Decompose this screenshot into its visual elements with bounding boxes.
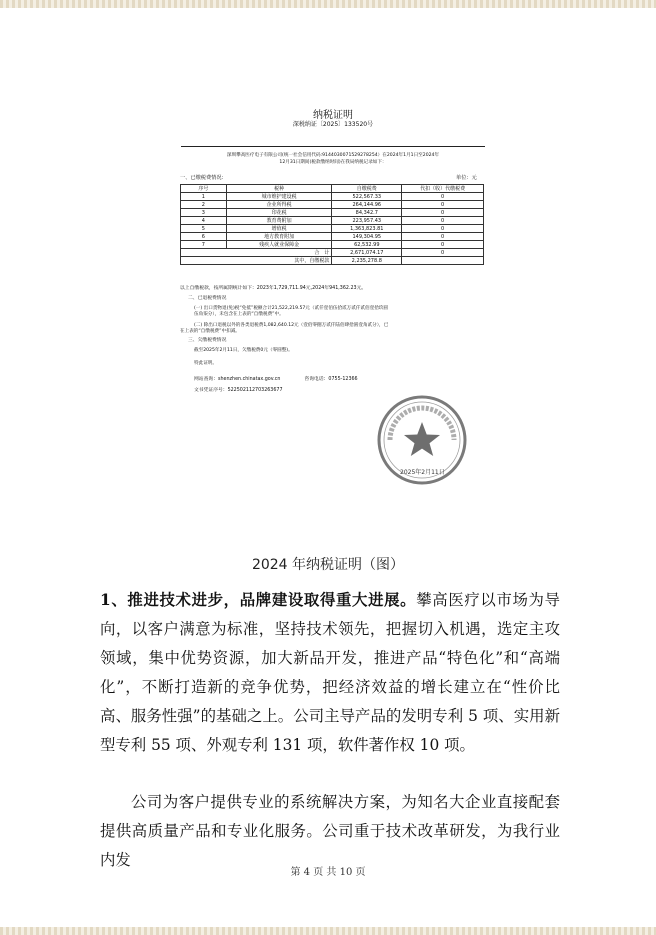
document-page [0,8,656,927]
row-no: 7 [181,241,227,249]
of-which-empty-cell [402,257,484,265]
page-number: 第 4 页 共 10 页 [290,867,366,878]
voucher-number: 文书凭证序号：522502112703263677 [194,388,283,393]
row-tax-type: 增值税 [226,225,332,233]
refund-export-line-1: (一) 出口货物退(免)税“免抵”税额合计21,522,219.57元（贰仟壹佰伍拾贰万贰仟贰佰壹拾玖圆 [194,306,388,311]
certificate-divider [181,146,485,147]
table-row [181,233,484,241]
table-row [181,209,484,217]
certificate-intro [178,152,488,166]
of-which-label: 其中，自缴税款 [181,257,332,265]
table-row [181,225,484,233]
certificate-intro-line-1: 深圳攀高医疗电子有限公司(统一社会信用代码:9144030071529278254）在2024年1月1日至2024年 [226,153,440,158]
row-tax-type: 印花税 [226,209,332,217]
tax-certificate-scan [178,98,488,493]
row-self-paid: 149,304.95 [332,233,402,241]
yearly-note: 以上自缴税款，按所属期统计如下：2023年1,729,711.94元,2024年941,362.23元。 [180,286,367,291]
table-row [181,241,484,249]
row-withheld: 0 [402,233,484,241]
seal-date: 2025年2月11日 [400,469,445,476]
row-no: 2 [181,201,227,209]
table-row [181,217,484,225]
total-withheld: 0 [402,249,484,257]
row-withheld: 0 [402,209,484,217]
row-withheld: 0 [402,217,484,225]
paragraph-solutions: 公司为客户提供专业的系统解决方案，为知名大企业直接配套提供高质量产品和专业化服务。公司重于技术改革研发，为我行业内发 [100,793,560,869]
row-self-paid: 223,957.43 [332,217,402,225]
row-withheld: 0 [402,241,484,249]
paragraph-technology [100,586,560,760]
section-paid-heading: 一、已缴税费情况： [180,175,227,181]
header-no: 序号 [181,185,227,193]
owed-text: 截至2025年2月11日，欠缴税费0元（零圆整)。 [194,348,293,353]
certificate-intro-line-2: 12月31日期间(税款缴纳时间)在我局纳税记录如下： [279,160,387,165]
row-tax-type: 残疾人就业保障金 [226,241,332,249]
row-withheld: 0 [402,225,484,233]
row-self-paid: 264,144.96 [332,201,402,209]
unit-label: 单位：元 [456,175,477,181]
page-frame-bottom [0,927,656,935]
table-total-row [181,249,484,257]
header-self-paid: 自缴税费 [332,185,402,193]
row-tax-type: 教育费附加 [226,217,332,225]
row-no: 6 [181,233,227,241]
table-of-which-row [181,257,484,265]
row-self-paid: 62,532.99 [332,241,402,249]
refund-other-line-1: (二) 除出口退税以外的各类退税费1,082,640.12元（壹佰零捌万贰仟陆佰肆拾圆壹角贰分），已 [194,323,389,328]
certify-text: 特此证明。 [194,361,217,366]
row-self-paid: 522,567.33 [332,193,402,201]
refund-export-line-2: 伍角柒分），未包含在上表的“自缴税费”中。 [194,312,284,317]
total-label: 合 计 [181,249,332,257]
table-row [181,193,484,201]
refund-other-line-2: 在上表的“自缴税费”中扣减。 [180,329,240,334]
row-self-paid: 84,342.7 [332,209,402,217]
header-tax-type: 税种 [226,185,332,193]
website-text: 网站查询：shenzhen.chinatax.gov.cn [194,377,281,382]
row-withheld: 0 [402,193,484,201]
table-row [181,201,484,209]
paragraph-lead: 1、推进技术进步，品牌建设取得重大进展。 [100,591,417,609]
row-no: 1 [181,193,227,201]
row-tax-type: 地方教育附加 [226,233,332,241]
row-tax-type: 企业所得税 [226,201,332,209]
row-withheld: 0 [402,201,484,209]
row-self-paid: 1,363,823.81 [332,225,402,233]
tax-table [180,184,484,265]
header-withheld: 代扣（收）代缴税费 [402,185,484,193]
certificate-number: 深税纳证〔2025〕133520号 [292,121,374,128]
section-refund-heading: 二、已退税费情况 [188,296,227,301]
row-no: 4 [181,217,227,225]
certificate-title: 纳税证明 [313,110,353,121]
page-frame-top [0,0,656,8]
section-owed-heading: 三、欠缴税费情况 [188,338,227,343]
row-tax-type: 城市维护建设税 [226,193,332,201]
phone-text: 咨询电话：0755-12366 [304,377,358,382]
of-which-value: 2,235,278.8 [332,257,402,265]
total-self-paid: 2,671,074.17 [332,249,402,257]
paragraph-body: 攀高医疗以市场为导向，以客户满意为标准，坚持技术领先，把握切入机遇，选定主攻领域，集中优势资源，加大新品开发，推进产品“特色化”和“高端化”，不断打造新的竞争优势，把经济效益的增长建立在“性价比高、服务性强”的基础之上。公司主导产品的发明专利 5 项、实用新型专利 55 项、外观专利 131 项，软件著作权 10 项。 [100,591,560,754]
row-no: 5 [181,225,227,233]
row-no: 3 [181,209,227,217]
tax-table-header [181,185,484,193]
figure-caption: 2024 年纳税证明（图） [251,557,405,573]
contact-line [194,375,358,382]
